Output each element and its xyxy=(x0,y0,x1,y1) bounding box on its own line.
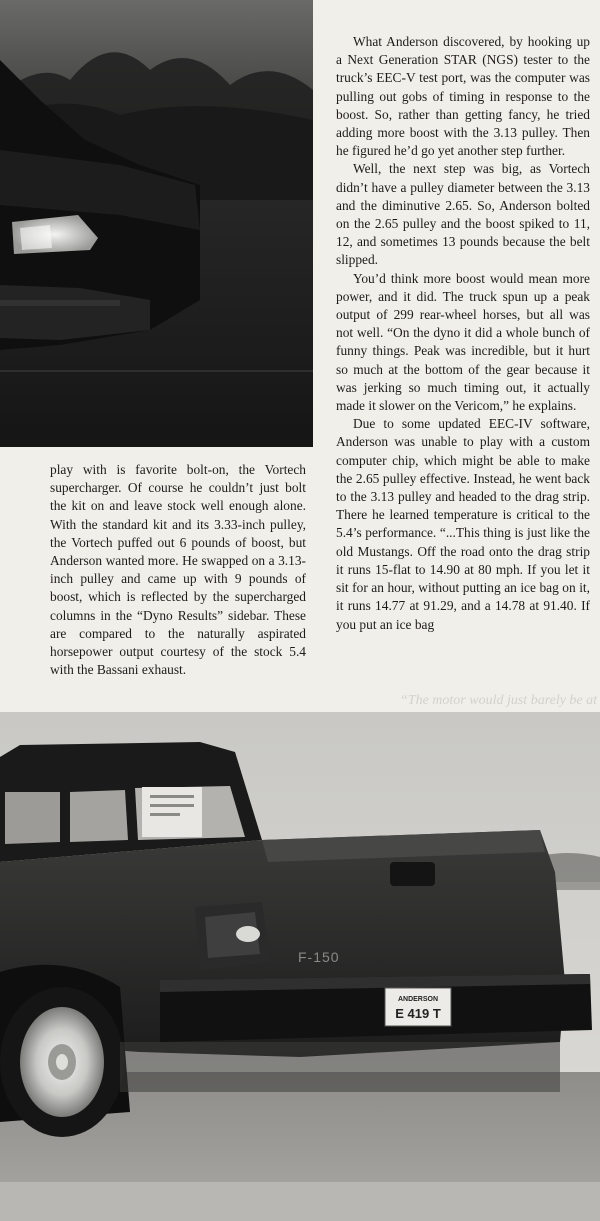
f150-badge: F-150 xyxy=(298,949,340,965)
paragraph: Well, the next step was big, as Vortech didn’t have a pulley diameter between the 3.13 and the diminutive 2.65. So, Anderson bolted on the 2.65 pulley and the boost spiked to 11, 12, and sometimes 13 pounds because the belt slipped. xyxy=(336,161,590,268)
paragraph: You’d think more boost would mean more power, and it did. The truck spun up a peak output of 299 rear-wheel horses, but all was not well. “On the dyno it did a whole bunch of funny things. Peak was incredible, but it hurt so much at the bottom of the gear because it was jerking so much timing out, it actually made it slower on the Vericom,” he explains. xyxy=(336,270,590,414)
paragraph: Due to some updated EEC-IV software, Anderson was unable to play with a custom computer chip, which might be able to make the 2.65 pulley effective. Instead, he went back to the 3.13 pulley and headed to the drag strip. There he learned temperature is critical to the 5.4’s performance. “...This thing is just like the old Mustangs. Off the road onto the drag strip it runs 15-flat to 14.90 at 80 mph. If you let it sit for an hour, without putting an ice bag on it, it runs 14.77 at 91.29, and a 14.78 at 91.40. If you put an ice bag xyxy=(336,416,590,632)
article-column-right xyxy=(336,33,590,634)
bleed-through-text: “The motor would just barely be at xyxy=(400,693,598,708)
truck-rear-image xyxy=(0,712,600,1221)
truck-rear-photo xyxy=(0,712,600,1221)
paragraph: What Anderson discovered, by hooking up a Next Generation STAR (NGS) tester to the truck’s EEC-V test port, was the computer was pulling out gobs of timing in response to the boost. So, rather than getting fancy, he tried adding more boost with the 3.13 pulley. Then he figured he’d go yet another step further. xyxy=(336,34,590,159)
license-plate-text: E 419 T xyxy=(395,1006,441,1021)
paragraph: play with is favorite bolt-on, the Vortech supercharger. Of course he couldn’t just bolt the kit on and leave stock well enough alone. With the standard kit and its 3.33-inch pulley, the Vortech puffed out 6 pounds of boost, but Anderson wanted more. He swapped on a 3.13-inch pulley and came up with 9 pounds of boost, which is reflected by the supercharged columns in the “Dyno Results” sidebar. These are compared to the naturally aspirated horsepower output courtesy of the stock 5.4 with the Bassani exhaust. xyxy=(50,462,306,678)
dealer-frame-text: ANDERSON xyxy=(397,996,439,1003)
article-column-left xyxy=(50,461,306,679)
truck-front-photo xyxy=(0,0,313,447)
truck-front-image xyxy=(0,0,313,447)
